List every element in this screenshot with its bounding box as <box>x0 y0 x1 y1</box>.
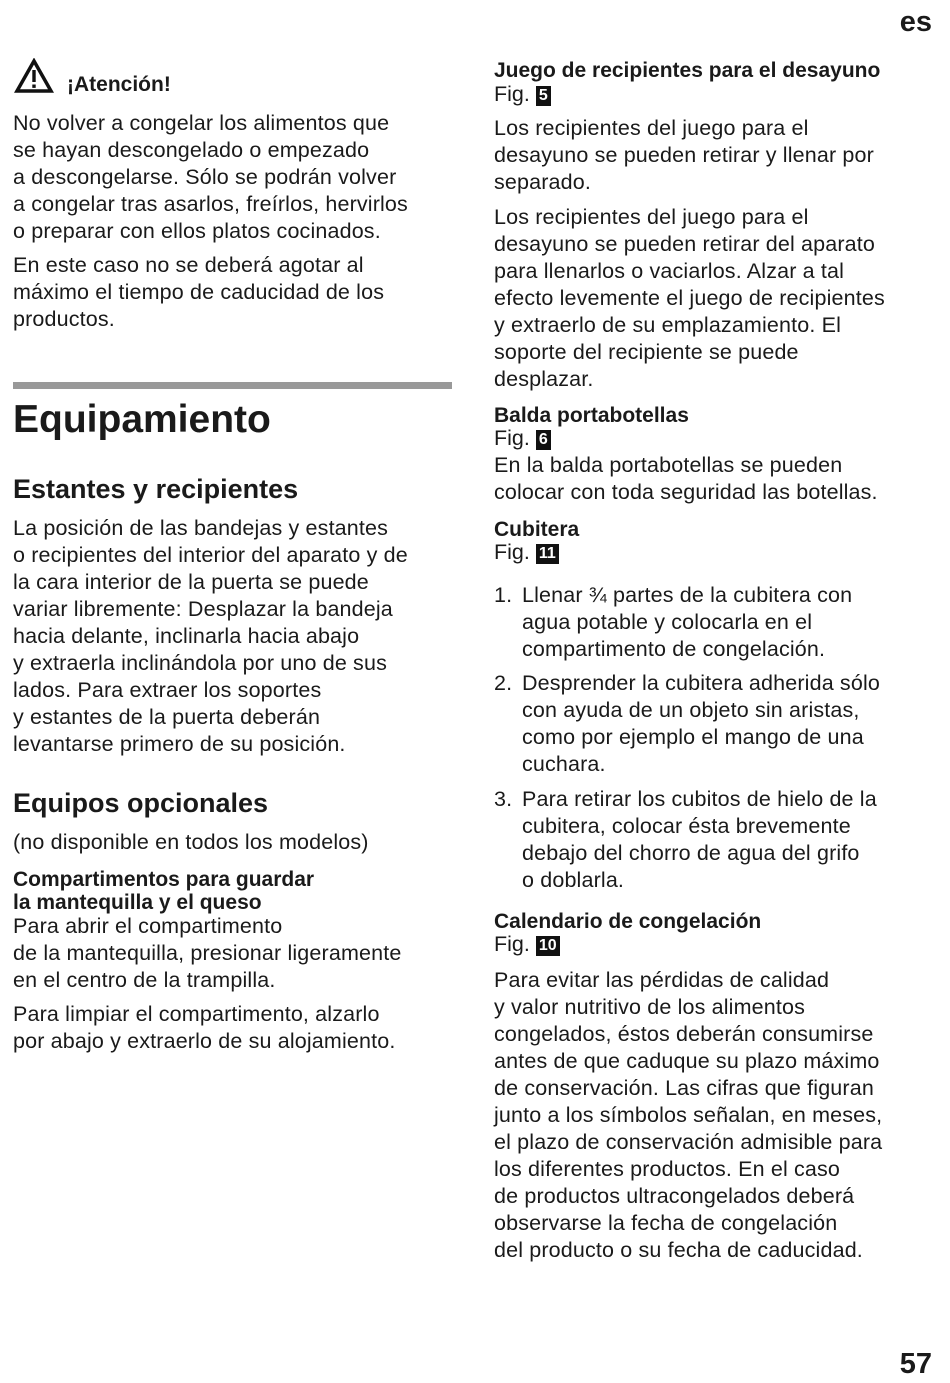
paragraph: Para evitar las pérdidas de calidad y valor nutritivo de los alimentos congelados, éstos deberán consumirse antes de que caduque su plazo máximo de conservación. Las cifras que figuran junto a los símbolos señalan, en meses, el plazo de conservación admisible para los diferentes productos. En el caso de productos ultracongelados deberá observarse la fecha de congelación del producto o su fecha de caducidad. <box>494 968 883 1262</box>
paragraph: En la balda portabotellas se pueden colocar con toda seguridad las botellas. <box>494 453 878 504</box>
fig-label: Fig. <box>494 540 530 564</box>
figure-ref <box>494 81 551 108</box>
warning-triangle-icon <box>14 58 54 94</box>
fig-number: 6 <box>536 430 551 450</box>
paragraph: Para limpiar el compartimento, alzarlo por abajo y extraerlo de su alojamiento. <box>13 1002 396 1053</box>
fig-label: Fig. <box>494 932 530 956</box>
section-divider <box>13 382 452 389</box>
warning-paragraph: No volver a congelar los alimentos que se hayan descongelado o empezado a descongelarse. Sólo se podrán volver a congelar tras asarlos, freírlos, hervirlos o preparar con ellos platos cocinados. <box>13 111 408 243</box>
fig-number: 11 <box>536 544 559 564</box>
warning-paragraph: En este caso no se deberá agotar al máximo el tiempo de caducidad de los productos. <box>13 253 385 331</box>
item-title: Juego de recipientes para el desayuno <box>494 59 881 82</box>
step-text: Desprender la cubitera adherida sólo con ayuda de un objeto sin aristas, como por ejemplo el mango de una cuchara. <box>522 671 880 776</box>
step-number: 1. <box>494 583 513 607</box>
page-number: 57 <box>899 1348 932 1380</box>
step-text: Llenar ¾ partes de la cubitera con agua potable y colocarla en el compartimento de congelación. <box>522 583 853 661</box>
section-title: Equipamiento <box>13 398 271 441</box>
paragraph: La posición de las bandejas y estantes o recipientes del interior del aparato y de la cara interior de la puerta se puede variar libremente: Desplazar la bandeja hacia delante, inclinarla hacia abajo y extraerla inclinándola por uno de sus lados. Para extraer los soportes y estantes de la puerta deberán levantarse primero de su posición. <box>13 516 408 756</box>
item-title: Cubitera <box>494 518 580 541</box>
list-item <box>494 670 880 778</box>
list-item <box>494 582 852 663</box>
figure-ref <box>494 425 551 452</box>
fig-number: 10 <box>536 936 560 956</box>
fig-label: Fig. <box>494 82 530 106</box>
warning-title: ¡Atención! <box>67 73 171 96</box>
step-number: 2. <box>494 671 513 695</box>
subsection-title: Equipos opcionales <box>13 788 269 818</box>
figure-ref <box>494 931 560 958</box>
figure-ref <box>494 539 559 566</box>
paragraph: Los recipientes del juego para el desayuno se pueden retirar del aparato para llenarlos o vaciarlos. Alzar a tal efecto levemente el juego de recipientes y extraerlo de su emplazamiento. El soporte del recipiente se puede desplazar. <box>494 205 885 391</box>
item-title: Calendario de congelación <box>494 910 762 933</box>
language-label: es <box>899 6 932 38</box>
note: (no disponible en todos los modelos) <box>13 830 369 854</box>
fig-label: Fig. <box>494 426 530 450</box>
step-number: 3. <box>494 787 513 811</box>
paragraph: Los recipientes del juego para el desayuno se pueden retirar y llenar por separado. <box>494 116 874 194</box>
item-title: Balda portabotellas <box>494 404 689 427</box>
subsection-title: Estantes y recipientes <box>13 474 299 504</box>
paragraph: Para abrir el compartimento de la mantequilla, presionar ligeramente en el centro de la trampilla. <box>13 914 402 992</box>
list-item <box>494 786 877 894</box>
step-text: Para retirar los cubitos de hielo de la cubitera, colocar ésta brevemente debajo del chorro de agua del grifo o doblarla. <box>522 787 877 892</box>
item-title: Compartimentos para guardar la mantequilla y el queso <box>13 868 315 914</box>
fig-number: 5 <box>536 86 551 106</box>
